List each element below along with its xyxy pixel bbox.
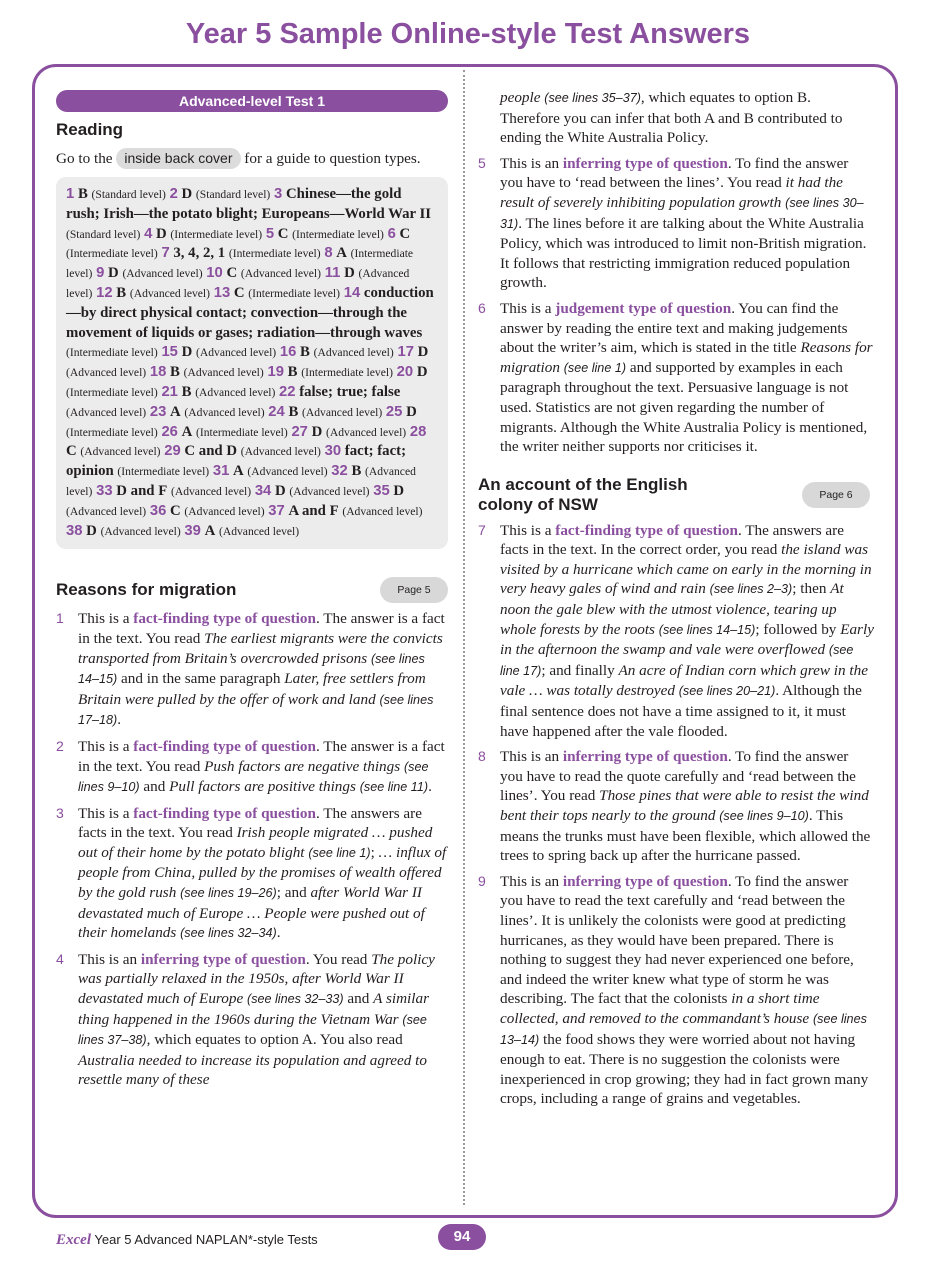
intro-text: Go to the: [56, 150, 113, 167]
continued-answer: [478, 88, 874, 148]
answer-number: 20: [396, 364, 414, 381]
answer-value: D: [417, 344, 429, 361]
answer-key-box: [56, 177, 448, 549]
answer-text: .: [117, 711, 122, 729]
question-number: 7: [478, 521, 486, 538]
answer-value: fact; fact; opinion: [66, 443, 406, 480]
answer-item: [161, 424, 287, 440]
explanation-text: [78, 950, 448, 1090]
line-reference: (see lines 13–14): [500, 1011, 867, 1047]
answer-level: (Advanced level): [66, 405, 147, 419]
question-type: fact-finding type of question: [555, 521, 738, 539]
answer-number: 21: [161, 383, 178, 400]
answer-item: [150, 503, 265, 519]
line-reference: (see lines 14–15): [78, 651, 425, 687]
answer-number: 8: [324, 245, 333, 262]
answer-level: (Advanced level): [100, 524, 181, 538]
answer-text: and: [139, 778, 170, 796]
quoted-text: The policy was partially relaxed in the 1950s, after World War II devastated much of Europe: [78, 950, 435, 1008]
question-explanation: [478, 154, 874, 293]
page-title: Year 5 Sample Online-style Test Answers: [185, 18, 751, 50]
answer-value: D: [393, 482, 405, 499]
explanation-text: [78, 737, 448, 798]
line-reference: (see lines 17–18): [78, 692, 434, 728]
answer-number: 19: [267, 364, 284, 381]
section-header: [56, 577, 448, 603]
quoted-text: the island was visited by a hurricane which came on early in the morning in very heavy gales of wind and rain: [500, 541, 872, 598]
answer-item: [255, 483, 370, 499]
answer-value: C: [226, 265, 238, 282]
quoted-text: Early in the afternoon the swamp and vale were overflowed: [500, 620, 874, 659]
answer-number: 24: [268, 403, 285, 420]
answer-item: [96, 265, 202, 281]
quoted-text: Push factors are negative things: [204, 757, 401, 775]
quoted-text: Pull factors are positive things: [169, 778, 356, 796]
question-number: 5: [478, 154, 486, 171]
answer-number: 25: [385, 403, 403, 420]
answer-item: [96, 483, 251, 499]
answer-text: This is a: [500, 521, 556, 539]
answer-text: . To find the answer you have to ‘read between the lines’. You read: [500, 154, 849, 192]
quoted-text: At noon the gale blew with the utmost violence, tearing up whole forests by the roots: [500, 580, 844, 638]
answer-value: B: [77, 186, 88, 202]
question-type: judgement type of question: [555, 299, 732, 317]
answer-value: D and F: [116, 482, 168, 499]
answer-level: (Advanced level): [302, 405, 383, 419]
reading-heading: Reading: [56, 120, 124, 139]
answer-level: (Intermediate level): [66, 247, 414, 281]
answer-value: false; true; false: [299, 383, 401, 400]
answer-number: 29: [164, 443, 181, 460]
answer-text: This is an: [500, 872, 563, 890]
answer-number: 2: [169, 186, 178, 202]
answer-number: 26: [161, 423, 178, 440]
answer-item: [144, 226, 262, 242]
question-number: 9: [478, 872, 486, 889]
line-reference: (see line 1): [308, 845, 371, 860]
answer-text: This is an: [500, 748, 563, 766]
answer-item: [66, 186, 166, 202]
answer-value: B: [181, 383, 192, 400]
quoted-text: Those pines that were able to resist the wind bent their tops nearly to the ground: [500, 787, 869, 824]
line-reference: (see lines 32–34): [180, 926, 277, 941]
answer-text: ; and: [276, 884, 311, 902]
answer-text: ; then: [792, 580, 831, 598]
answer-level: (Intermediate level): [66, 425, 158, 439]
answer-text: . To find the answer you have to read the text carefully and ‘read between the lines’. It is unlikely the colonists were good at predicting hurricanes, as they would have been prepared. There is nothing to suggest they had never experienced one before, and indeed the writer knew what type of storm he was describing. The fact that the colonists: [500, 872, 854, 1008]
answer-item: [164, 443, 321, 459]
answer-item: [150, 364, 264, 380]
answer-text: . The answers are facts in the text. In the correct order, you read: [500, 521, 844, 559]
answer-level: (Intermediate level): [292, 227, 384, 241]
answer-item: [214, 285, 340, 301]
answer-level: (Standard level): [91, 188, 166, 201]
explanation-text: [78, 804, 448, 944]
answer-value: D: [311, 423, 323, 440]
answer-number: 7: [161, 245, 170, 262]
question-number: 3: [56, 804, 64, 821]
answer-value: D: [406, 403, 417, 420]
explanation-text: [500, 299, 874, 457]
answer-number: 16: [279, 344, 297, 361]
answer-level: (Intermediate level): [301, 366, 393, 380]
answer-number: 36: [149, 502, 167, 519]
answer-text: .: [428, 778, 432, 796]
quoted-text: people: [500, 89, 541, 106]
answer-value: 3, 4, 2, 1: [173, 245, 226, 262]
answer-text: and in the same paragraph: [117, 670, 285, 688]
answer-text: This is an: [78, 950, 141, 968]
answer-level: (Advanced level): [313, 346, 394, 360]
answer-value: Chinese—the gold rush; Irish—the potato blight; Europeans—World War II: [66, 186, 432, 222]
answer-item: [184, 523, 299, 539]
answer-value: D: [108, 265, 119, 282]
answer-level: (Intermediate level): [117, 465, 210, 479]
answer-number: 15: [161, 344, 178, 361]
answer-number: 6: [387, 225, 396, 242]
answer-value: D: [156, 225, 167, 242]
explanation-text: [78, 609, 448, 731]
answer-number: 28: [409, 423, 427, 440]
answer-text: ;: [370, 843, 379, 861]
line-reference: (see lines 35–37): [544, 91, 641, 105]
answer-level: (Standard level): [66, 227, 141, 241]
line-reference: (see lines 37–38): [78, 1012, 427, 1048]
section-heading: Reasons for migration: [56, 580, 237, 600]
answer-text: . The answer is a fact in the text. You read: [78, 737, 445, 775]
answer-text: . This means the trunks must have been flexible, which allowed the trees to spring back up after the hurricane passed.: [500, 807, 871, 865]
answer-value: C: [399, 225, 411, 242]
answer-item: [161, 245, 320, 261]
answer-text: . The answers are facts in the text. You read: [78, 804, 422, 842]
answer-text: and: [343, 990, 374, 1008]
page-reference-badge: Page 6: [802, 482, 870, 508]
answer-value: D: [86, 522, 97, 539]
answer-text: . You read: [305, 950, 372, 968]
explanation-text: [500, 747, 874, 866]
answer-value: B: [287, 364, 298, 381]
answer-number: 34: [254, 482, 272, 499]
answer-level: (Intermediate level): [248, 286, 341, 300]
answer-text: This is an: [500, 154, 563, 172]
explanation-text: [500, 872, 874, 1109]
right-column: [478, 88, 874, 1109]
answer-level: (Intermediate level): [66, 385, 158, 399]
answer-item: [268, 503, 422, 519]
answer-level: (Advanced level): [66, 465, 416, 498]
question-explanation: [478, 872, 874, 1109]
answer-value: B: [288, 403, 299, 420]
answer-level: (Advanced level): [183, 366, 264, 380]
question-explanation: [478, 299, 874, 457]
answer-value: B: [351, 463, 362, 480]
answer-level: (Advanced level): [196, 346, 277, 360]
answer-number: 14: [343, 284, 361, 301]
answer-value: A and F: [288, 502, 339, 519]
answer-number: 32: [331, 463, 348, 480]
answer-number: 38: [66, 522, 83, 539]
answer-text: This is a: [500, 299, 556, 317]
explanation-text: [500, 521, 874, 742]
answer-number: 10: [206, 265, 223, 282]
answer-value: A: [233, 463, 244, 480]
answer-level: (Advanced level): [247, 465, 328, 479]
answer-number: 17: [397, 344, 414, 361]
question-explanation: [56, 609, 448, 731]
answer-level: (Advanced level): [240, 445, 321, 459]
intro-text-end: for a guide to question types.: [244, 150, 421, 167]
answer-item: [170, 186, 271, 202]
answer-value: C: [277, 225, 289, 242]
answer-value: conduction—by direct physical contact; convection—through the movement of liquids or gases; radiation—through waves: [66, 284, 434, 341]
answer-number: 11: [324, 265, 341, 282]
question-explanation: [56, 737, 448, 798]
answer-text: .: [276, 924, 281, 942]
answer-value: B: [300, 344, 310, 361]
explanation-text: [500, 154, 874, 293]
quoted-text: … influx of people from China, pulled by the promises of wealth offered by the gold rush: [78, 843, 447, 902]
answer-number: 31: [212, 463, 230, 480]
answer-level: (Advanced level): [170, 484, 252, 498]
answer-level: (Intermediate level): [170, 227, 263, 241]
answer-level: (Standard level): [195, 188, 271, 201]
answer-text: . The lines before it are talking about the White Australia Policy, which was introduced to limit non-British migration. It follows that restricting immigration reduced population growth.: [500, 214, 867, 292]
line-reference: (see line 1): [563, 360, 627, 375]
answer-number: 18: [149, 364, 167, 381]
answer-level: (Advanced level): [66, 504, 147, 518]
answer-value: D: [181, 344, 193, 361]
answer-text: . To find the answer you have to read the quote carefully and ‘read between the lines’. You read: [500, 748, 856, 805]
quoted-text: in a short time collected, and removed to the commandant’s house: [500, 990, 820, 1027]
answer-number: 1: [66, 186, 75, 202]
question-type: inferring type of question: [562, 748, 728, 766]
answer-level: (Advanced level): [66, 366, 147, 380]
answer-item: [161, 344, 276, 360]
answer-number: 30: [324, 443, 342, 460]
line-reference: (see line 11): [359, 780, 429, 795]
answer-value: B: [116, 284, 127, 301]
answer-number: 22: [279, 383, 296, 400]
answer-text: ; and finally: [541, 661, 619, 679]
section-header: [478, 475, 874, 515]
answer-level: (Advanced level): [129, 286, 211, 300]
page-number: 94: [438, 1224, 486, 1250]
reading-intro: [56, 148, 448, 169]
answer-number: 13: [213, 284, 231, 301]
quoted-text: Reasons for migration: [500, 339, 873, 376]
footer: [56, 1224, 886, 1254]
answer-text: This is a: [78, 804, 134, 822]
answer-text: This is a: [78, 610, 134, 628]
answer-text: This is a: [78, 737, 134, 755]
answer-value: D: [275, 482, 286, 499]
answer-level: (Intermediate level): [196, 425, 288, 439]
answer-level: (Advanced level): [184, 405, 265, 419]
answer-value: C and D: [184, 443, 238, 460]
answer-item: [206, 265, 321, 281]
answer-level: (Advanced level): [289, 484, 370, 498]
quoted-text: A similar thing happened in the 1960s during the Vietnam War: [78, 990, 429, 1028]
line-reference: (see lines 14–15): [658, 622, 756, 637]
answer-value: D: [344, 265, 355, 282]
line-reference: (see lines 32–33): [247, 992, 344, 1007]
question-number: 4: [56, 950, 64, 967]
answer-level: (Advanced level): [218, 524, 300, 538]
answer-item: [268, 404, 382, 420]
quoted-text: An acre of Indian corn which grew in the vale … was totally destroyed: [500, 661, 868, 700]
answer-value: C: [66, 443, 77, 460]
answer-item: [66, 523, 181, 539]
answer-value: C: [233, 284, 245, 301]
question-type: inferring type of question: [562, 872, 728, 890]
inside-back-cover-pill: inside back cover: [116, 148, 240, 169]
answer-text: . The answer is a fact in the text. You read: [78, 610, 445, 647]
question-type: fact-finding type of question: [133, 804, 316, 822]
section-heading: An account of the English colony of NSW: [478, 474, 688, 514]
line-reference: (see lines 19–26): [180, 886, 277, 901]
answer-item: [161, 384, 275, 400]
answer-number: 39: [184, 522, 201, 539]
line-reference: (see lines 9–10): [719, 809, 809, 823]
question-explanation: [478, 521, 874, 742]
answer-value: A: [181, 423, 193, 440]
answer-text: , which equates to option A. You also read: [146, 1031, 403, 1049]
question-list: [478, 521, 874, 1109]
line-reference: (see lines 2–3): [709, 582, 793, 597]
answer-number: 5: [265, 225, 275, 242]
answer-level: (Advanced level): [195, 385, 276, 399]
answer-value: D: [181, 186, 193, 202]
answer-level: (Intermediate level): [228, 247, 321, 261]
question-type: fact-finding type of question: [133, 737, 316, 755]
line-reference: (see lines 30–31): [500, 195, 864, 231]
answer-item: [291, 424, 406, 440]
answer-number: 35: [373, 482, 390, 499]
question-list: [478, 154, 874, 457]
answer-item: [266, 226, 384, 242]
answer-item: [96, 285, 210, 301]
left-column: [56, 90, 448, 1090]
answer-number: 12: [96, 284, 113, 301]
excel-logo: Excel: [56, 1232, 91, 1248]
answer-item: [267, 364, 392, 380]
answer-level: (Advanced level): [80, 445, 161, 459]
answer-level: (Advanced level): [342, 504, 423, 518]
answer-text: ; followed by: [755, 620, 841, 638]
answer-level: (Advanced level): [326, 425, 407, 439]
question-type: inferring type of question: [140, 950, 306, 968]
answer-item: [280, 344, 394, 360]
answer-number: 33: [96, 482, 113, 499]
answer-value: A: [336, 245, 347, 262]
quoted-text: Australia needed to increase its population and agreed to resettle many of these: [78, 1051, 427, 1089]
page-reference-badge: Page 5: [380, 577, 448, 603]
question-explanation: [56, 804, 448, 944]
answer-text: , which equates to option B. Therefore you can infer that both A and B contributed to ending the White Australia Policy.: [500, 89, 843, 147]
answer-value: B: [170, 364, 180, 381]
answer-item: [213, 463, 328, 479]
answer-value: C: [170, 502, 181, 519]
question-explanation: [56, 950, 448, 1090]
answer-item: [150, 404, 265, 420]
answer-text: . You can find the answer by reading the entire text and making judgements about the writer’s aim, which is stated in the title: [500, 299, 848, 357]
test-banner: Advanced-level Test 1: [56, 90, 448, 112]
answer-level: (Intermediate level): [66, 247, 158, 261]
question-number: 8: [478, 748, 486, 765]
footer-brand: [56, 1232, 318, 1249]
answer-level: (Advanced level): [184, 504, 265, 518]
quoted-text: after World War II devastated much of Europe … People were pushed out of their homelands: [78, 884, 425, 942]
answer-number: 27: [291, 423, 308, 440]
column-divider: [463, 70, 465, 1205]
answer-level: (Intermediate level): [66, 346, 158, 360]
answer-number: 4: [144, 225, 153, 242]
answer-value: A: [204, 522, 216, 539]
answer-number: 3: [274, 186, 283, 202]
answer-number: 23: [149, 403, 167, 420]
answer-level: (Advanced level): [122, 267, 203, 281]
answer-text: the food shows they were worried about not having enough to eat. There is no suggestion the colonists were inexperienced in crop growing; they had in fact grown many crops, including a range of grains and vegetables.: [500, 1030, 869, 1108]
quoted-text: Irish people migrated … pushed out of their home by the potato blight: [78, 824, 433, 861]
answer-text: . Although the final sentence does not have a time assigned to it, it must have happened after the vale flooded.: [500, 682, 862, 740]
question-number: 6: [478, 299, 486, 316]
question-explanation: [478, 747, 874, 866]
line-reference: (see line 17): [500, 643, 854, 678]
quoted-text: Later, free settlers from Britain were pulled by the offer of work and land: [78, 670, 426, 708]
question-number: 1: [56, 610, 64, 627]
answer-value: A: [170, 403, 181, 420]
answer-text: and supported by examples in each paragraph throughout the text. Persuasive language is not used. Statistics are not given regarding the number of migrants. Although the White Australia Policy is mentioned, the writer neither supports nor criticises it.: [500, 358, 868, 456]
question-type: inferring type of question: [562, 154, 728, 172]
answer-level: (Advanced level): [66, 267, 410, 300]
question-list: [56, 609, 448, 1090]
answer-number: 9: [96, 265, 105, 282]
question-number: 2: [56, 737, 64, 754]
footer-title: Year 5 Advanced NAPLAN*-style Tests: [94, 1232, 318, 1247]
quoted-text: The earliest migrants were the convicts transported from Britain’s overcrowded prisons: [78, 629, 443, 667]
answer-level: (Advanced level): [240, 267, 322, 281]
answer-value: D: [416, 364, 428, 381]
quoted-text: it had the result of severely inhibiting population growth: [500, 174, 843, 211]
line-reference: (see lines 20–21): [678, 684, 776, 699]
line-reference: (see lines 9–10): [78, 759, 429, 795]
answer-number: 37: [268, 502, 285, 519]
question-type: fact-finding type of question: [133, 610, 316, 628]
